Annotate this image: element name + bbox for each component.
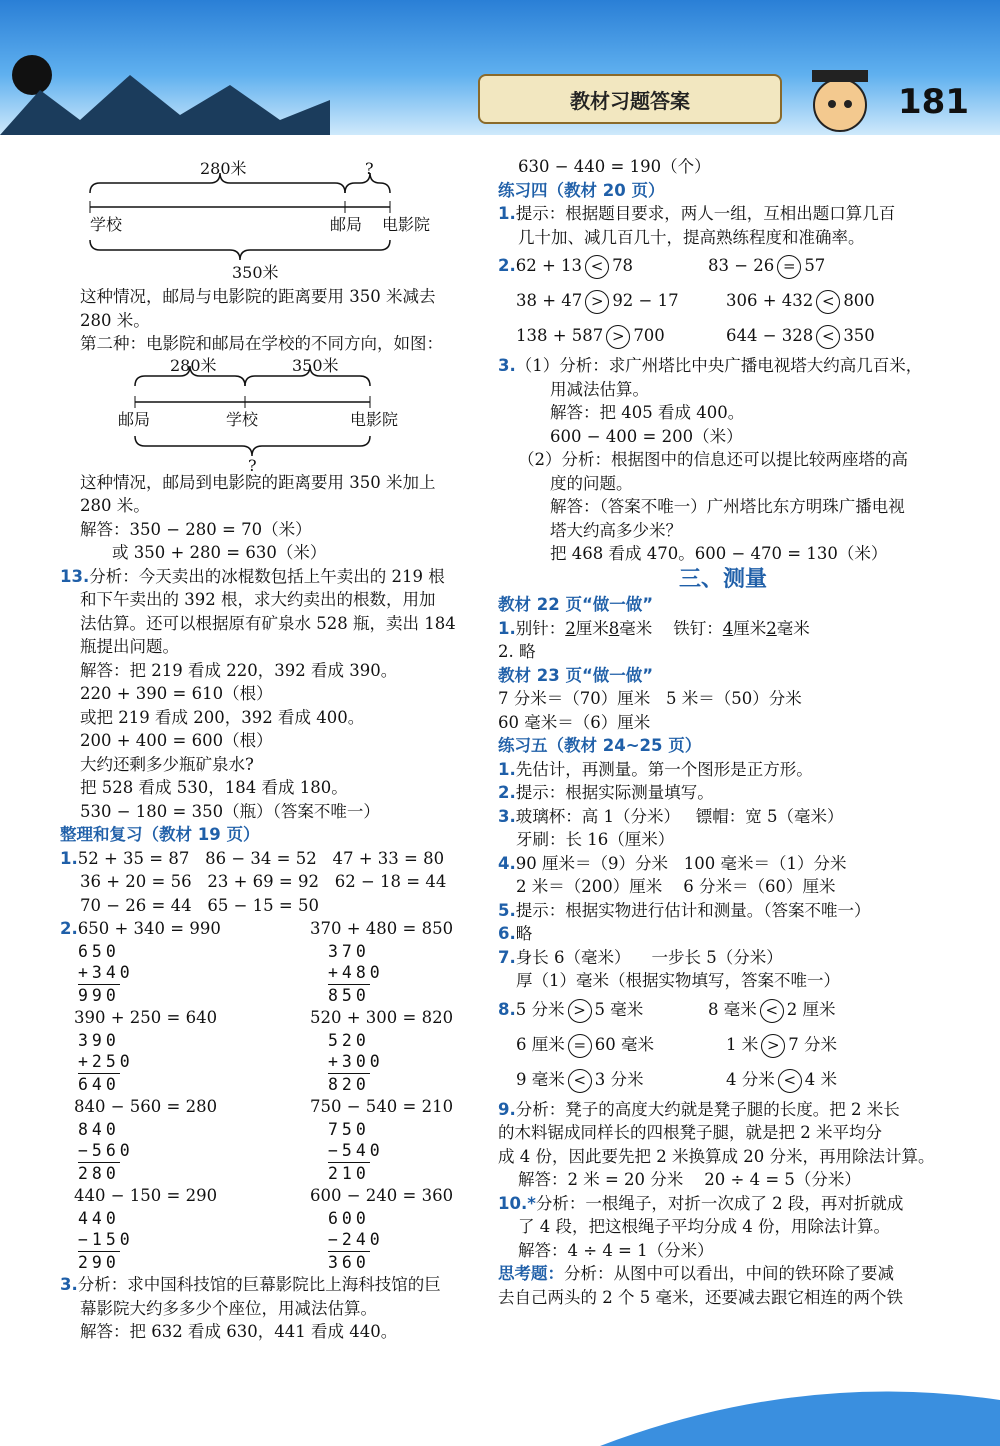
equation-text: 750 − 540 = 210: [310, 1097, 454, 1116]
comparison-sign: <: [760, 999, 784, 1023]
calc-result: [310, 984, 470, 1007]
question-number: 9.: [498, 1099, 516, 1119]
calc-equation: [60, 1184, 310, 1208]
label-cinema: 电影院: [350, 409, 399, 429]
calc-operand: 390: [78, 1030, 120, 1050]
comparison-sign: <: [816, 290, 840, 314]
text-line: 280 米。: [80, 496, 150, 515]
text-line: 2 米＝（200）厘米 6 分米＝（60）厘米: [516, 877, 836, 896]
answer-value: 4: [722, 618, 734, 638]
calc-operand: 600: [328, 1208, 370, 1228]
calc-equation: [60, 1006, 310, 1030]
text-line: 90 厘米＝（9）分米 100 毫米＝（1）分米: [515, 853, 847, 873]
calc-operator-line: −540: [328, 1141, 384, 1160]
question-13: [60, 565, 470, 589]
text-line: 度的问题。: [550, 473, 633, 493]
question-number: 10.*: [498, 1193, 536, 1213]
text-line: 解答：4 ÷ 4 = 1（分米）: [518, 1240, 714, 1260]
ex5-item: [498, 875, 948, 899]
calc-operator-line: +340: [78, 963, 134, 982]
ex5-item: [498, 922, 948, 946]
left-column: [60, 155, 470, 1344]
label-280m: 280米: [200, 159, 247, 178]
ex5-item: [498, 899, 948, 923]
ex5-10: [498, 1192, 948, 1216]
comparison-a: 62 + 13: [515, 256, 583, 275]
text-line: 把 528 看成 530，184 看成 180。: [80, 778, 348, 797]
text-line: 530 − 180 = 350（瓶）（答案不唯一）: [80, 801, 380, 821]
calc-result-value: 210: [328, 1163, 370, 1183]
text-line: 提示：根据实物进行估计和测量。（答案不唯一）: [515, 900, 871, 920]
ex5-item: [498, 781, 948, 805]
comparison-row: [498, 993, 948, 1028]
text-line: 几十加、减几百几十，提高熟练程度和准确率。: [518, 227, 865, 247]
text-line: 这种情况，邮局到电影院的距离要用 350 米加上: [80, 472, 436, 492]
text-line: 分析：凳子的高度大约就是凳子腿的长度。把 2 米长: [515, 1099, 900, 1119]
think-label: 思考题：: [498, 1264, 564, 1283]
comparison-a: 38 + 47: [516, 291, 583, 310]
question-number: 2.: [498, 256, 516, 275]
comparison-right: [708, 998, 836, 1023]
text-line: 2. 略: [498, 642, 536, 661]
comparison-sign: =: [568, 1034, 592, 1058]
vertical-calc: [60, 1184, 310, 1273]
question-number: 3.: [60, 1275, 78, 1294]
banner-title: 教材习题答案: [570, 88, 690, 113]
question-number: 1.: [498, 759, 516, 779]
text-fragment: 厘米: [575, 618, 609, 638]
text-line: 分析：从图中可以看出，中间的铁环除了要减: [564, 1264, 894, 1283]
question-number: 2.: [498, 783, 516, 802]
equation-text: 390 + 250 = 640: [74, 1008, 218, 1027]
answer-value: 2: [565, 618, 576, 638]
equation-text: 650 + 340 = 990: [77, 919, 221, 938]
text-line: 解答：2 米 = 20 分米 20 ÷ 4 = 5（分米）: [518, 1170, 861, 1189]
comparison-sign: >: [568, 999, 592, 1023]
comparison-sign: <: [816, 325, 840, 349]
comparison-sign: =: [777, 255, 801, 279]
comparison-a: 5 分米: [515, 999, 565, 1019]
calc-result-value: 640: [78, 1074, 120, 1094]
text-line: 或把 219 看成 200，392 看成 400。: [80, 707, 365, 727]
comparison-sign: <: [585, 255, 609, 279]
text-line: 幕影院大约多多少个座位，用减法估算。: [80, 1298, 377, 1318]
calc-operand: 520: [328, 1030, 370, 1050]
calc-equation: [310, 1095, 470, 1119]
question-number: 3.: [498, 356, 516, 375]
comparison-sign: >: [761, 1034, 785, 1058]
review-2-vertical-calcs: [60, 917, 470, 1273]
mascot-icon: [800, 60, 890, 135]
question-number: 7.: [498, 947, 516, 967]
text-line: （1）分析：求广州塔比中央广播电视塔大约高几百米，: [515, 356, 923, 375]
calc-result-value: 290: [78, 1252, 120, 1272]
vertical-calc: [310, 1006, 470, 1095]
label-school: 学校: [226, 409, 259, 429]
text-line: （2）分析：根据图中的信息还可以提比较两座塔的高: [518, 450, 908, 469]
text-fragment: 毫米: [776, 618, 810, 638]
text-line: 解答：把 219 看成 220，392 看成 390。: [80, 660, 398, 680]
ex5-item: [498, 828, 948, 852]
text-line: 这种情况，邮局与电影院的距离要用 350 米减去: [80, 287, 436, 306]
text-line: 用减法估算。: [550, 379, 649, 399]
question-number: 1.: [498, 204, 516, 223]
calc-operand: 840: [78, 1119, 120, 1139]
comparison-row: [498, 1063, 948, 1098]
calc-result: [310, 1073, 470, 1096]
text-line: 600 − 400 = 200（米）: [550, 426, 743, 446]
equation-text: 840 − 560 = 280: [74, 1097, 218, 1116]
calc-operand: 370: [328, 941, 370, 961]
calc-operator-line: +250: [78, 1052, 134, 1071]
section-title-ex4: 练习四（教材 20 页）: [498, 180, 665, 200]
equation-text: 520 + 300 = 820: [310, 1008, 454, 1027]
calc-operator-line: +300: [328, 1052, 384, 1071]
ex5-9: [498, 1098, 948, 1122]
text-line: 提示：根据实际测量填写。: [515, 783, 714, 802]
comparison-row: [498, 284, 948, 319]
text-line: 解答：把 632 看成 630，441 看成 440。: [80, 1322, 398, 1341]
review-3: [60, 1273, 470, 1297]
comparison-left: [498, 289, 726, 314]
vertical-calc: [60, 1006, 310, 1095]
calc-result: [60, 1073, 310, 1096]
text-line: 分析：求中国科技馆的巨幕影院比上海科技馆的巨: [77, 1275, 441, 1294]
text-line: 的木料锯成同样长的四根凳子腿，就是把 2 米平均分: [498, 1123, 882, 1142]
text-line: 身长 6（毫米） 一步长 5（分米）: [515, 947, 783, 967]
text-line: 塔大约高多少米？: [550, 520, 682, 540]
ex4-2-comparisons: [498, 249, 948, 354]
comparison-b: 92 − 17: [612, 291, 679, 310]
comparison-c: 4 分米: [726, 1069, 775, 1089]
text-line: 略: [515, 924, 533, 943]
ex5-items: [498, 758, 948, 993]
review-1: [60, 847, 470, 871]
page-number: 181: [898, 82, 969, 122]
text-line: 280 米。: [80, 310, 150, 330]
ex4-3: [498, 354, 948, 378]
section-title-p23: 教材 23 页“做一做”: [498, 665, 654, 685]
calc-result: [60, 1162, 310, 1185]
label-question: ?: [365, 159, 374, 178]
calc-operator-line: −150: [78, 1230, 134, 1249]
comparison-right: [726, 289, 875, 314]
footer-illustration: [600, 1330, 1000, 1446]
calc-equation: [310, 1006, 470, 1030]
text-line: 或 350 + 280 = 630（米）: [112, 543, 327, 562]
text-line: 220 + 390 = 610（根）: [80, 684, 273, 703]
comparison-left: [498, 1033, 726, 1058]
text-line: 把 468 看成 470。600 − 470 = 130（米）: [550, 544, 888, 563]
ex5-item: [498, 852, 948, 876]
question-number: 13.: [60, 566, 90, 586]
think-question: [498, 1262, 948, 1286]
question-number: 4.: [498, 853, 516, 873]
section-title-ex5: 练习五（教材 24~25 页）: [498, 736, 702, 755]
text-line: 200 + 400 = 600（根）: [80, 731, 273, 750]
comparison-sign: <: [568, 1069, 592, 1093]
ex5-item: [498, 969, 948, 993]
calc-result-value: 360: [328, 1252, 370, 1272]
comparison-d: 7 分米: [788, 1034, 837, 1054]
comparison-right: [726, 1033, 837, 1058]
vertical-calc: [310, 917, 470, 1006]
label-350m: 350米: [232, 263, 279, 282]
question-number: 8.: [498, 999, 516, 1019]
ex5-item: [498, 805, 948, 829]
p22-1: [498, 617, 948, 641]
equation-text: 370 + 480 = 850: [310, 919, 454, 938]
page-header: [0, 0, 1000, 135]
equation-text: 440 − 150 = 290: [74, 1186, 218, 1205]
calc-result: [60, 1251, 310, 1274]
vertical-calc: [60, 1095, 310, 1184]
comparison-a: 6 厘米: [516, 1034, 565, 1054]
text-line: 解答：350 − 280 = 70（米）: [80, 519, 312, 539]
answer-value: 8: [608, 618, 620, 638]
comparison-b: 60 毫米: [594, 1034, 654, 1054]
comparison-c: 644 − 328: [726, 326, 814, 345]
distance-diagram-2: [60, 355, 470, 475]
calc-pair: [60, 1006, 470, 1095]
comparison-sign: <: [778, 1069, 802, 1093]
comparison-right: [726, 324, 875, 349]
calc-pair: [60, 1095, 470, 1184]
comparison-row: [498, 1028, 948, 1063]
text-fragment: 别针：: [515, 618, 566, 638]
question-number: 6.: [498, 924, 516, 943]
text-line: 玻璃杯：高 1（分米） 镖帽：宽 5（毫米）: [515, 806, 844, 826]
calc-operand: 440: [78, 1208, 120, 1228]
calc-result: [310, 1162, 470, 1185]
section-title-p22: 教材 22 页“做一做”: [498, 595, 654, 614]
equation-text: 600 − 240 = 360: [310, 1186, 454, 1205]
comparison-a: 138 + 587: [516, 326, 604, 345]
question-number: 3.: [498, 806, 516, 826]
comparison-sign: >: [606, 325, 630, 349]
comparison-row: [498, 249, 948, 284]
text-line: 瓶提出问题。: [80, 637, 179, 656]
text-line: 7 分米＝（70）厘米 5 米＝（50）分米: [498, 689, 802, 708]
calc-result-value: 280: [78, 1163, 120, 1183]
comparison-c: 1 米: [726, 1034, 759, 1054]
text-line: 630 − 440 = 190（个）: [518, 157, 711, 176]
comparison-d: 350: [843, 326, 875, 345]
calc-pair: [60, 917, 470, 1006]
label-350m: 350米: [292, 355, 339, 375]
text-fragment: 毫米 铁钉：: [619, 618, 723, 638]
calc-result: [60, 984, 310, 1007]
ex5-item: [498, 946, 948, 970]
text-line: 分析：今天卖出的冰棍数包括上午卖出的 219 根: [89, 566, 445, 586]
text-line: 大约还剩多少瓶矿泉水?: [80, 754, 254, 774]
text-line: 52 + 35 = 87 86 − 34 = 52 47 + 33 = 80: [77, 848, 445, 868]
comparison-sign: >: [585, 290, 609, 314]
text-line: 第二种：电影院和邮局在学校的不同方向，如图：: [80, 334, 443, 353]
label-school: 学校: [90, 215, 123, 234]
text-line: 牙刷：长 16（厘米）: [516, 830, 675, 849]
text-line: 了 4 段，把这根绳子平均分成 4 份，用除法计算。: [518, 1217, 890, 1236]
comparison-b: 700: [633, 326, 665, 345]
calc-equation: [310, 1184, 470, 1208]
calc-operator-line: −560: [78, 1141, 134, 1160]
calc-operator-line: +480: [328, 963, 384, 982]
text-line: 分析：一根绳子，对折一次成了 2 段，再对折就成: [535, 1193, 904, 1213]
calc-equation: [60, 917, 310, 941]
comparison-d: 4 米: [804, 1069, 837, 1089]
calc-operator-line: −240: [328, 1230, 384, 1249]
comparison-d: 2 厘米: [786, 999, 836, 1019]
label-cinema: 电影院: [382, 215, 431, 234]
ex4-1: [498, 202, 948, 226]
ex5-item: [498, 758, 948, 782]
question-number: 1.: [60, 848, 78, 868]
distance-diagram-1: [60, 155, 470, 285]
comparison-b: 3 分米: [594, 1069, 644, 1089]
comparison-left: [498, 1068, 726, 1093]
section-heading-measurement: 三、测量: [678, 566, 767, 592]
answer-value: 2: [766, 618, 777, 638]
text-line: 解答：（答案不唯一）广州塔比东方明珠广播电视: [550, 497, 905, 516]
text-line: 法估算。还可以根据原有矿泉水 528 瓶，卖出 184: [80, 613, 456, 633]
calc-operand: 750: [328, 1119, 370, 1139]
text-line: 厚（1）毫米（根据实物填写，答案不唯一）: [516, 971, 840, 990]
text-line: 70 − 26 = 44 65 − 15 = 50: [80, 895, 319, 915]
comparison-b: 78: [612, 256, 634, 275]
calc-operand: 650: [78, 941, 120, 961]
vertical-calc: [60, 917, 310, 1006]
comparison-c: 306 + 432: [726, 291, 814, 310]
text-line: 先估计，再测量。第一个图形是正方形。: [515, 759, 813, 779]
section-title-review: 整理和复习（教材 19 页）: [60, 825, 260, 844]
calc-result-value: 820: [328, 1074, 370, 1094]
ex5-8-comparisons: [498, 993, 948, 1098]
comparison-d: 57: [804, 256, 826, 275]
question-number: 5.: [498, 900, 516, 920]
text-line: 解答：把 405 看成 400。: [550, 403, 745, 422]
right-column: [498, 155, 948, 1309]
comparison-right: [708, 254, 825, 279]
text-line: 提示：根据题目要求，两人一组，互相出题口算几百: [515, 204, 896, 223]
text-line: 和下午卖出的 392 根，求大约卖出的根数，用加: [80, 590, 436, 609]
vertical-calc: [310, 1184, 470, 1273]
comparison-c: 83 − 26: [708, 256, 775, 275]
text-line: 36 + 20 = 56 23 + 69 = 92 62 − 18 = 44: [80, 872, 447, 891]
question-number: 1.: [498, 618, 516, 638]
comparison-a: 9 毫米: [516, 1069, 565, 1089]
text-fragment: 厘米: [733, 618, 767, 638]
comparison-left: [498, 998, 708, 1023]
section-banner: [478, 74, 782, 124]
label-280m: 280米: [170, 355, 217, 375]
comparison-d: 800: [843, 291, 875, 310]
mountains-illustration: [0, 60, 330, 135]
question-number: 2.: [60, 919, 78, 938]
text-line: 去自己两头的 2 个 5 毫米，还要减去跟它相连的两个铁: [498, 1287, 903, 1307]
comparison-left: [498, 254, 708, 279]
comparison-right: [726, 1068, 837, 1093]
calc-equation: [60, 1095, 310, 1119]
comparison-c: 8 毫米: [708, 999, 757, 1019]
label-post-office: 邮局: [118, 409, 151, 429]
vertical-calc: [310, 1095, 470, 1184]
comparison-b: 5 毫米: [594, 999, 644, 1019]
calc-result-value: 850: [328, 985, 370, 1005]
calc-result: [310, 1251, 470, 1274]
comparison-row: [498, 319, 948, 354]
label-question: ?: [248, 455, 257, 475]
text-line: 60 毫米＝（6）厘米: [498, 712, 651, 732]
comparison-left: [498, 324, 726, 349]
calc-result-value: 990: [78, 985, 120, 1005]
calc-pair: [60, 1184, 470, 1273]
calc-equation: [310, 917, 470, 941]
text-line: 成 4 份，因此要先把 2 米换算成 20 分米，再用除法计算。: [498, 1146, 935, 1166]
label-post-office: 邮局: [330, 215, 363, 234]
